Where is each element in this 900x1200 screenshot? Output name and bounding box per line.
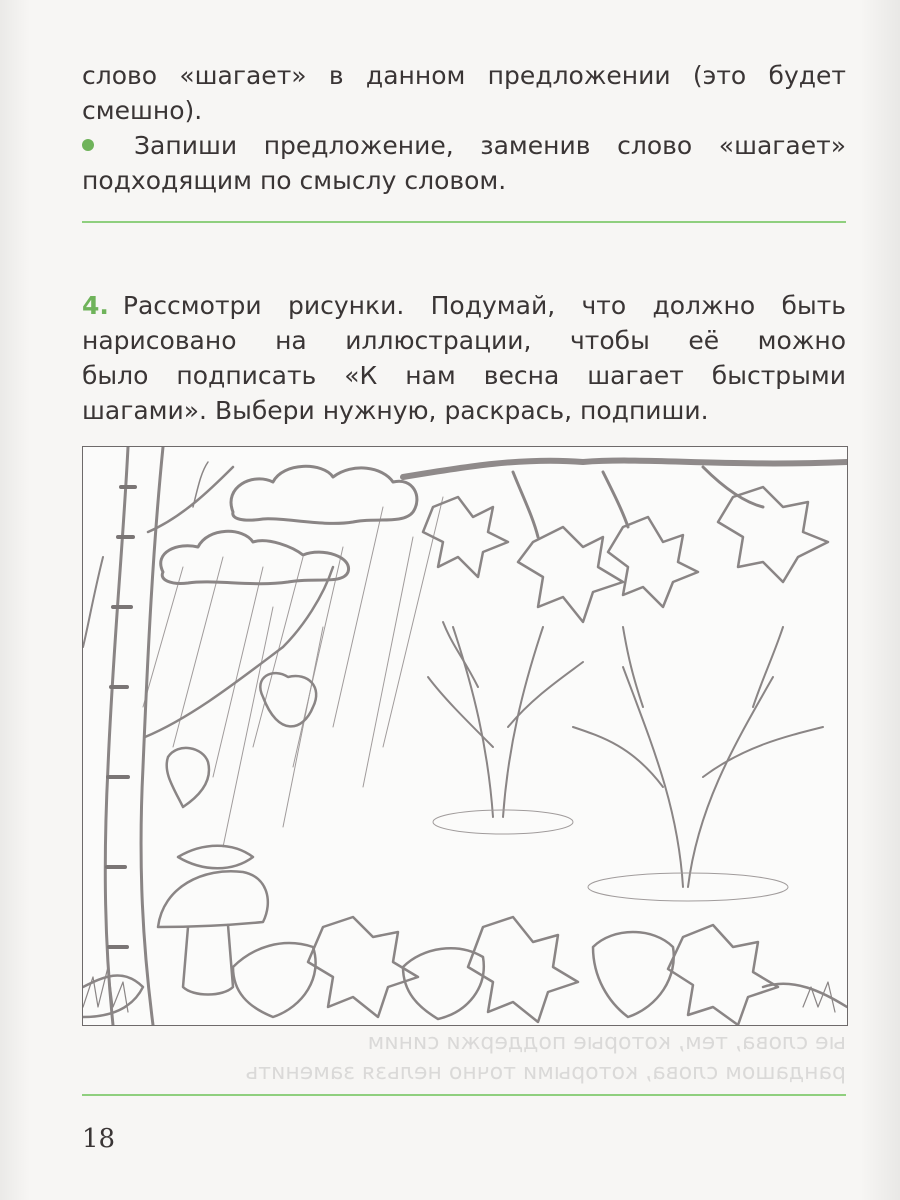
- task-4-block: [82, 288, 846, 428]
- fallen-leaves: [83, 917, 847, 1025]
- text-line: смешно).: [82, 96, 203, 125]
- autumn-scene-illustration: [82, 446, 848, 1026]
- bare-bushes: [428, 622, 823, 887]
- text-line: нарисовано на иллюстрации, чтобы её можно: [82, 326, 846, 355]
- text-line: Запиши предложение, заменив слово «шагает»: [134, 131, 846, 160]
- page-number: 18: [82, 1124, 116, 1154]
- bullet-line: [82, 128, 846, 163]
- page-edge-shadow: [860, 0, 900, 1200]
- page-gutter-shadow: [0, 0, 30, 1200]
- section-divider: [82, 1094, 846, 1096]
- bleed-through-text: рандашом слова, которыми точно нельзя заменить: [245, 1060, 846, 1085]
- grass: [83, 967, 835, 1012]
- green-bullet-icon: [82, 139, 94, 151]
- text-line: слово «шагает» в данном предложении (это будет: [82, 61, 846, 90]
- text-line: Рассмотри рисунки. Подумай, что должно быть: [122, 291, 846, 320]
- birch-leaves: [167, 673, 317, 868]
- bleed-through-text: ые слова, тем, которые поддержи синим: [367, 1030, 846, 1055]
- instruction-top-block: [82, 58, 846, 198]
- task-line: [82, 288, 846, 323]
- task-number: 4.: [82, 291, 109, 320]
- mushroom: [158, 871, 268, 994]
- text-line: шагами». Выбери нужную, раскрась, подпиши.: [82, 396, 709, 425]
- autumn-scene-drawing: [83, 447, 847, 1025]
- section-divider: [82, 221, 846, 223]
- text-line: было подписать «К нам весна шагает быстрыми: [82, 361, 846, 390]
- text-line: подходящим по смыслу словом.: [82, 166, 507, 195]
- maple-leaves: [423, 487, 828, 622]
